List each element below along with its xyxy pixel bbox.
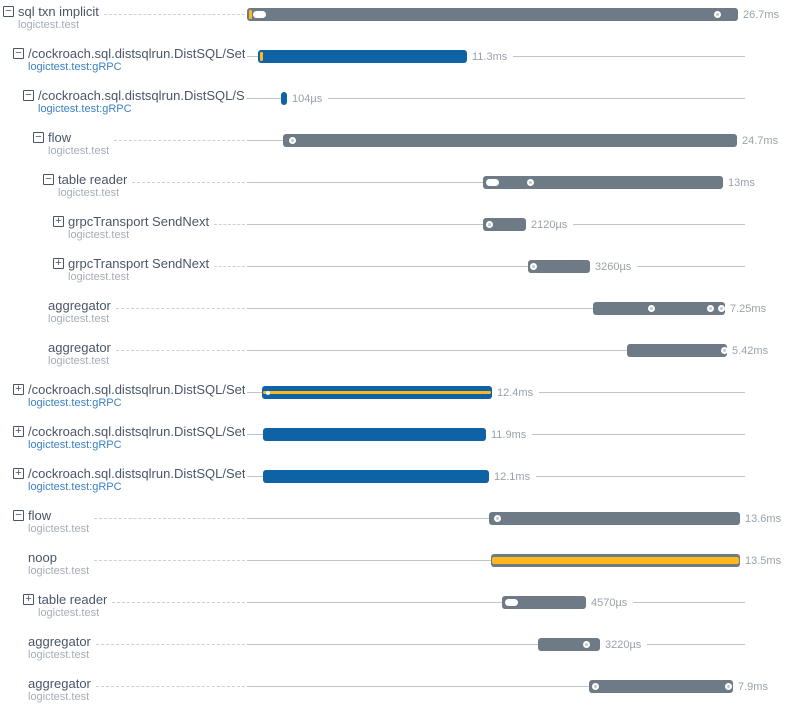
span-name: aggregator xyxy=(48,340,111,355)
leader-dash-line xyxy=(214,224,245,225)
span-subtitle: logictest.test xyxy=(58,187,120,199)
event-marker-dot xyxy=(725,683,732,690)
span-row xyxy=(0,128,786,170)
span-subtitle: logictest.test xyxy=(48,313,110,325)
span-duration: 12.1ms xyxy=(494,471,531,483)
span-label-block xyxy=(0,298,111,325)
span-timeline xyxy=(247,212,786,231)
span-label-block xyxy=(0,88,245,115)
span-row xyxy=(0,674,786,714)
span-timeline xyxy=(247,506,786,525)
span-name: /cockroach.sql.distsqlrun.DistSQL/Set xyxy=(28,466,246,481)
span-subtitle: logictest.test:gRPC xyxy=(28,439,122,451)
span-name: flow xyxy=(28,508,52,523)
span-bar[interactable] xyxy=(263,470,489,483)
timeline-left-line xyxy=(247,392,262,393)
timeline-left-line xyxy=(247,686,589,687)
span-timeline xyxy=(247,380,786,399)
span-duration: 104µs xyxy=(292,93,323,105)
event-tick xyxy=(249,10,252,19)
span-texts xyxy=(28,46,245,73)
span-bar[interactable] xyxy=(627,344,727,357)
span-bar[interactable] xyxy=(247,8,738,21)
span-name: /cockroach.sql.distsqlrun.DistSQL/Set xyxy=(28,424,246,439)
leader-dash-line xyxy=(112,602,245,603)
span-subtitle: logictest.test xyxy=(18,19,80,31)
timeline-left-line xyxy=(247,266,528,267)
timeline-right-line xyxy=(637,266,745,267)
leader-dash-line xyxy=(94,560,245,561)
span-label-block xyxy=(0,4,99,31)
span-bar[interactable] xyxy=(262,386,492,399)
span-bar[interactable] xyxy=(483,218,526,231)
span-name: aggregator xyxy=(28,634,91,649)
span-label-block xyxy=(0,592,107,619)
event-marker-dot xyxy=(707,305,714,312)
span-bar[interactable] xyxy=(538,638,600,651)
span-texts xyxy=(28,676,91,703)
event-marker-pill xyxy=(253,11,266,18)
span-label-block xyxy=(0,508,89,535)
span-subtitle: logictest.test xyxy=(68,271,130,283)
leader-dash-line xyxy=(132,182,245,183)
span-subtitle: logictest.test:gRPC xyxy=(28,397,122,409)
span-row xyxy=(0,170,786,212)
span-label-area xyxy=(0,380,247,409)
event-marker-dot xyxy=(648,305,655,312)
highlight-stripe xyxy=(263,391,491,394)
timeline-left-line xyxy=(247,434,263,435)
span-subtitle: logictest.test:gRPC xyxy=(38,103,132,115)
span-duration: 2120µs xyxy=(531,219,568,231)
timeline-left-line xyxy=(247,56,258,57)
collapse-icon[interactable]: − xyxy=(23,90,34,101)
span-texts xyxy=(18,4,99,31)
timeline-left-line xyxy=(247,308,593,309)
leader-dash-line xyxy=(104,14,245,15)
span-label-block xyxy=(0,340,111,367)
span-subtitle: logictest.test xyxy=(28,691,90,703)
span-bar[interactable] xyxy=(489,512,740,525)
event-marker-dot xyxy=(583,641,590,648)
span-bar[interactable] xyxy=(589,680,733,693)
span-texts xyxy=(38,592,107,619)
span-row xyxy=(0,212,786,254)
span-name: /cockroach.sql.distsqlrun.DistSQL/S xyxy=(38,88,245,103)
event-marker-dot-small xyxy=(266,391,270,395)
span-bar[interactable] xyxy=(258,50,467,63)
timeline-left-line xyxy=(247,476,263,477)
span-timeline xyxy=(247,128,786,147)
span-label-area xyxy=(0,212,247,241)
timeline-left-line xyxy=(247,224,483,225)
leader-dash-line xyxy=(94,518,245,519)
span-bar[interactable] xyxy=(528,260,590,273)
event-marker-dot xyxy=(494,515,501,522)
span-subtitle: logictest.test xyxy=(28,649,90,661)
span-label-area xyxy=(0,632,247,661)
leader-dash-line xyxy=(116,350,245,351)
span-label-area xyxy=(0,506,247,535)
span-row xyxy=(0,380,786,422)
expand-icon[interactable]: + xyxy=(13,384,24,395)
span-timeline xyxy=(247,44,786,63)
span-texts xyxy=(48,130,109,157)
span-label-block xyxy=(0,382,245,409)
span-row xyxy=(0,422,786,464)
timeline-right-line xyxy=(513,56,745,57)
leader-dash-line xyxy=(96,686,245,687)
span-label-block xyxy=(0,172,127,199)
span-duration: 13ms xyxy=(728,177,755,189)
span-label-block xyxy=(0,256,209,283)
timeline-right-line xyxy=(532,434,745,435)
span-texts xyxy=(28,634,91,661)
span-texts xyxy=(48,298,111,325)
span-texts xyxy=(48,340,111,367)
timeline-right-line xyxy=(536,476,745,477)
timeline-right-line xyxy=(328,98,745,99)
span-timeline xyxy=(247,422,786,441)
span-row xyxy=(0,2,786,44)
span-timeline xyxy=(247,632,786,651)
timeline-left-line xyxy=(247,182,483,183)
span-name: grpcTransport SendNext xyxy=(68,256,210,271)
span-texts xyxy=(28,508,89,535)
timeline-left-line xyxy=(247,98,281,99)
span-row xyxy=(0,590,786,632)
event-marker-dot xyxy=(486,221,493,228)
span-duration: 26.7ms xyxy=(743,9,780,21)
span-label-area xyxy=(0,422,247,451)
span-name: grpcTransport SendNext xyxy=(68,214,210,229)
event-marker-dot xyxy=(721,347,728,354)
span-duration: 11.9ms xyxy=(491,429,527,441)
collapse-icon[interactable]: − xyxy=(33,132,44,143)
span-duration: 3220µs xyxy=(605,639,642,651)
span-subtitle: logictest.test xyxy=(28,565,90,577)
span-texts xyxy=(68,256,209,283)
event-marker-dot xyxy=(289,137,296,144)
span-timeline xyxy=(247,674,786,693)
timeline-left-line xyxy=(247,140,283,141)
span-name: /cockroach.sql.distsqlrun.DistSQL/Set xyxy=(28,382,246,397)
span-label-block xyxy=(0,466,245,493)
timeline-right-line xyxy=(573,224,745,225)
event-marker-dot xyxy=(527,179,534,186)
span-row xyxy=(0,632,786,674)
span-duration: 13.5ms xyxy=(745,555,782,567)
span-row xyxy=(0,464,786,506)
span-bar[interactable] xyxy=(491,554,740,567)
span-name: /cockroach.sql.distsqlrun.DistSQL/Set xyxy=(28,46,246,61)
span-label-block xyxy=(0,46,245,73)
span-label-area xyxy=(0,464,247,493)
span-duration: 7.25ms xyxy=(730,303,767,315)
span-row xyxy=(0,548,786,590)
expand-icon[interactable]: + xyxy=(53,258,64,269)
span-texts xyxy=(58,172,127,199)
span-texts xyxy=(28,466,245,493)
event-marker-dot xyxy=(530,263,537,270)
span-row xyxy=(0,254,786,296)
span-timeline xyxy=(247,464,786,483)
span-label-area xyxy=(0,590,247,619)
span-row xyxy=(0,86,786,128)
span-bar[interactable] xyxy=(593,302,725,315)
span-duration: 12.4ms xyxy=(497,387,534,399)
span-duration: 4570µs xyxy=(591,597,628,609)
timeline-left-line xyxy=(247,350,627,351)
span-texts xyxy=(28,550,89,577)
timeline-left-line xyxy=(247,518,489,519)
timeline-left-line xyxy=(247,644,538,645)
span-label-area xyxy=(0,170,247,199)
span-timeline xyxy=(247,86,786,105)
event-marker-dot xyxy=(592,683,599,690)
collapse-icon[interactable]: − xyxy=(13,510,24,521)
span-row xyxy=(0,506,786,548)
span-subtitle: logictest.test xyxy=(38,607,100,619)
span-name: aggregator xyxy=(28,676,91,691)
span-subtitle: logictest.test:gRPC xyxy=(28,481,122,493)
span-texts xyxy=(28,382,245,409)
span-timeline xyxy=(247,170,786,189)
span-texts xyxy=(38,88,245,115)
span-timeline xyxy=(247,338,786,357)
span-subtitle: logictest.test xyxy=(48,145,110,157)
leader-dash-line xyxy=(214,266,245,267)
span-subtitle: logictest.test:gRPC xyxy=(28,61,122,73)
span-row xyxy=(0,44,786,86)
collapse-icon[interactable]: − xyxy=(3,6,14,17)
span-bar[interactable] xyxy=(483,176,723,189)
collapse-icon[interactable]: − xyxy=(13,48,24,59)
span-duration: 3260µs xyxy=(595,261,632,273)
expand-icon[interactable]: + xyxy=(13,468,24,479)
leader-dash-line xyxy=(96,644,245,645)
span-label-area xyxy=(0,548,247,577)
expand-icon[interactable]: + xyxy=(23,594,34,605)
span-label-block xyxy=(0,550,89,577)
timeline-right-line xyxy=(633,602,745,603)
span-bar[interactable] xyxy=(281,92,287,105)
span-row xyxy=(0,296,786,338)
timeline-right-line xyxy=(647,644,745,645)
span-label-block xyxy=(0,214,209,241)
span-texts xyxy=(28,424,245,451)
span-duration: 13.6ms xyxy=(745,513,782,525)
span-label-area xyxy=(0,338,247,367)
span-subtitle: logictest.test xyxy=(68,229,130,241)
timeline-left-line xyxy=(247,560,491,561)
span-name: table reader xyxy=(38,592,108,607)
span-label-block xyxy=(0,634,91,661)
leader-dash-line xyxy=(116,308,245,309)
span-label-area xyxy=(0,296,247,325)
span-timeline xyxy=(247,2,786,21)
span-subtitle: logictest.test xyxy=(28,523,90,535)
span-label-block xyxy=(0,676,91,703)
span-label-area xyxy=(0,44,247,73)
span-duration: 5.42ms xyxy=(732,345,769,357)
span-timeline xyxy=(247,296,786,315)
span-name: noop xyxy=(28,550,57,565)
timeline-right-line xyxy=(539,392,745,393)
event-marker-dot xyxy=(718,305,725,312)
span-label-area xyxy=(0,86,247,115)
event-marker-pill xyxy=(486,179,499,186)
span-timeline xyxy=(247,548,786,567)
span-bar[interactable] xyxy=(263,428,486,441)
span-duration: 24.7ms xyxy=(742,135,779,147)
span-texts xyxy=(68,214,209,241)
span-label-area xyxy=(0,2,247,31)
expand-icon[interactable]: + xyxy=(13,426,24,437)
span-row xyxy=(0,338,786,380)
event-tick xyxy=(260,52,263,61)
span-label-block xyxy=(0,424,245,451)
span-label-area xyxy=(0,254,247,283)
span-duration: 11.3ms xyxy=(472,51,508,63)
span-label-block xyxy=(0,130,109,157)
span-subtitle: logictest.test xyxy=(48,355,110,367)
span-list xyxy=(0,2,786,714)
span-name: table reader xyxy=(58,172,128,187)
span-duration: 7.9ms xyxy=(738,681,768,693)
expand-icon[interactable]: + xyxy=(53,216,64,227)
span-bar[interactable] xyxy=(283,134,737,147)
span-label-area xyxy=(0,128,247,157)
span-name: flow xyxy=(48,130,72,145)
timeline-left-line xyxy=(247,602,502,603)
span-name: sql txn implicit xyxy=(18,4,99,19)
collapse-icon[interactable]: − xyxy=(43,174,54,185)
event-marker-dot xyxy=(714,11,721,18)
span-bar[interactable] xyxy=(502,596,586,609)
span-timeline xyxy=(247,254,786,273)
span-name: aggregator xyxy=(48,298,111,313)
span-label-area xyxy=(0,674,247,703)
highlight-stripe xyxy=(492,557,739,564)
span-timeline xyxy=(247,590,786,609)
leader-dash-line xyxy=(114,140,245,141)
event-marker-pill xyxy=(505,599,518,606)
